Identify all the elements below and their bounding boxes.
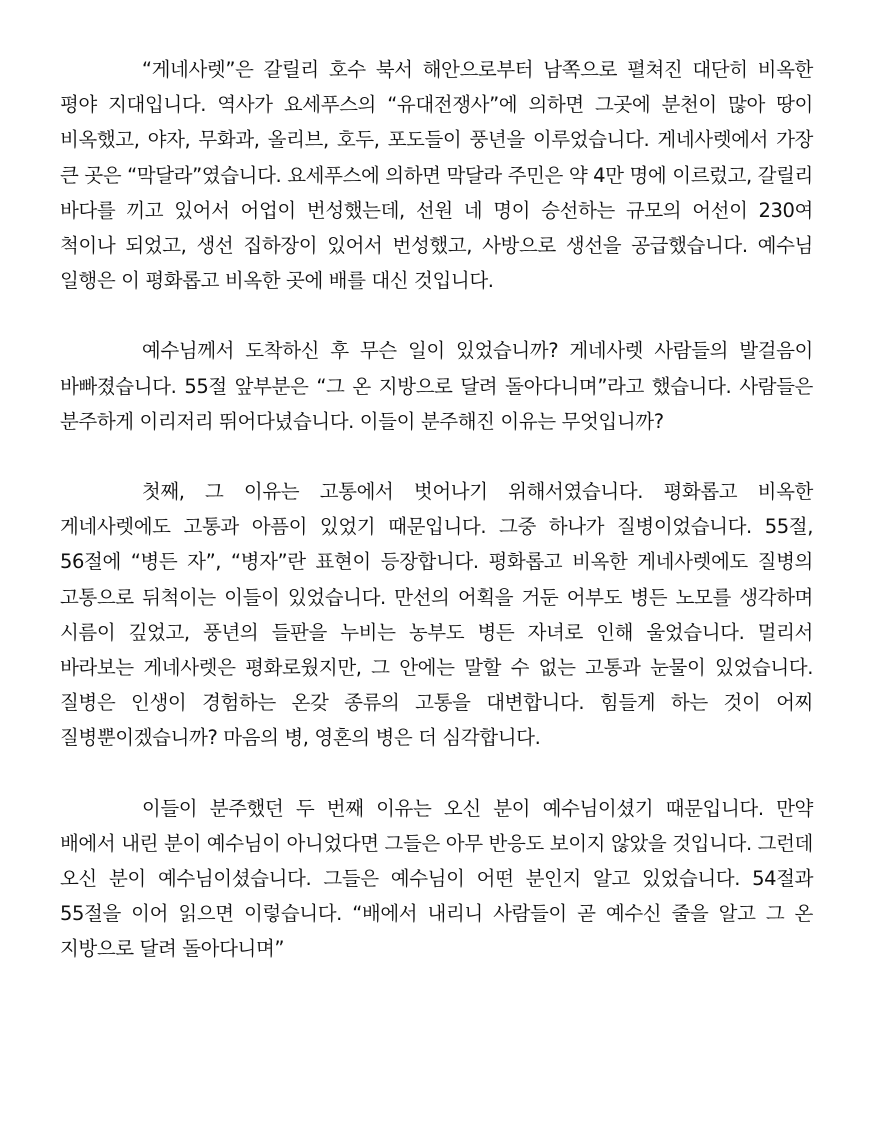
paragraph-first-reason: 첫째, 그 이유는 고통에서 벗어나기 위해서였습니다. 평화롭고 비옥한 게네사렛에도 고통과 아픔이 있었기 때문입니다. 그중 하나가 질병이었습니다. 55절, 56절에 “병든 자”, “병자”란 표현이 등장합니다. 평화롭고 비옥한 게네사렛에도 질병의 고통으로 뒤척이는 이들이 있었습니다. 만선의 어획을 거둔 어부도 병든 노모를 생각하며 시름이 깊었고, 풍년의 들판을 누비는 농부도 병든 자녀로 인해 울었습니다. 멀리서 바라보는 게네사렛은 평화로웠지만, 그 안에는 말할 수 없는 고통과 눈물이 있었습니다. 질병은 인생이 경험하는 온갖 종류의 고통을 대변합니다. 힘들게 하는 것이 어찌 질병뿐이겠습니까? 마음의 병, 영혼의 병은 더 심각합니다. (60, 480, 813, 750)
paragraph-second-reason: 이들이 분주했던 두 번째 이유는 오신 분이 예수님이셨기 때문입니다. 만약 배에서 내린 분이 예수님이 아니었다면 그들은 아무 반응도 보이지 않았을 것입니다. 그런데 오신 분이 예수님이셨습니다. 그들은 예수님이 어떤 분인지 알고 있었습니다. 54절과 55절을 이어 읽으면 이렇습니다. “배에서 내리니 사람들이 곧 예수신 줄을 알고 그 온 지방으로 달려 돌아다니며” (60, 796, 813, 961)
paragraph-arrival-question: 예수님께서 도착하신 후 무슨 일이 있었습니까? 게네사렛 사람들의 발걸음이 바빠졌습니다. 55절 앞부분은 “그 온 지방으로 달려 돌아다니며”라고 했습니다. 사람들은 분주하게 이리저리 뛰어다녔습니다. 이들이 분주해진 이유는 무엇입니까? (60, 339, 813, 433)
paragraph-gennesaret-description: “게네사렛”은 갈릴리 호수 북서 해안으로부터 남쪽으로 펼쳐진 대단히 비옥한 평야 지대입니다. 역사가 요세푸스의 “유대전쟁사”에 의하면 그곳에 분천이 많아 땅이 비옥했고, 야자, 무화과, 올리브, 호두, 포도들이 풍년을 이루었습니다. 게네사렛에서 가장 큰 곳은 “막달라”였습니다. 요세푸스에 의하면 막달라 주민은 약 4만 명에 이르렀고, 갈릴리 바다를 끼고 있어서 어업이 번성했는데, 선원 네 명이 승선하는 규모의 어선이 230여 척이나 되었고, 생선 집하장이 있어서 번성했고, 사방으로 생선을 공급했습니다. 예수님 일행은 이 평화롭고 비옥한 곳에 배를 대신 것입니다. (60, 58, 813, 293)
